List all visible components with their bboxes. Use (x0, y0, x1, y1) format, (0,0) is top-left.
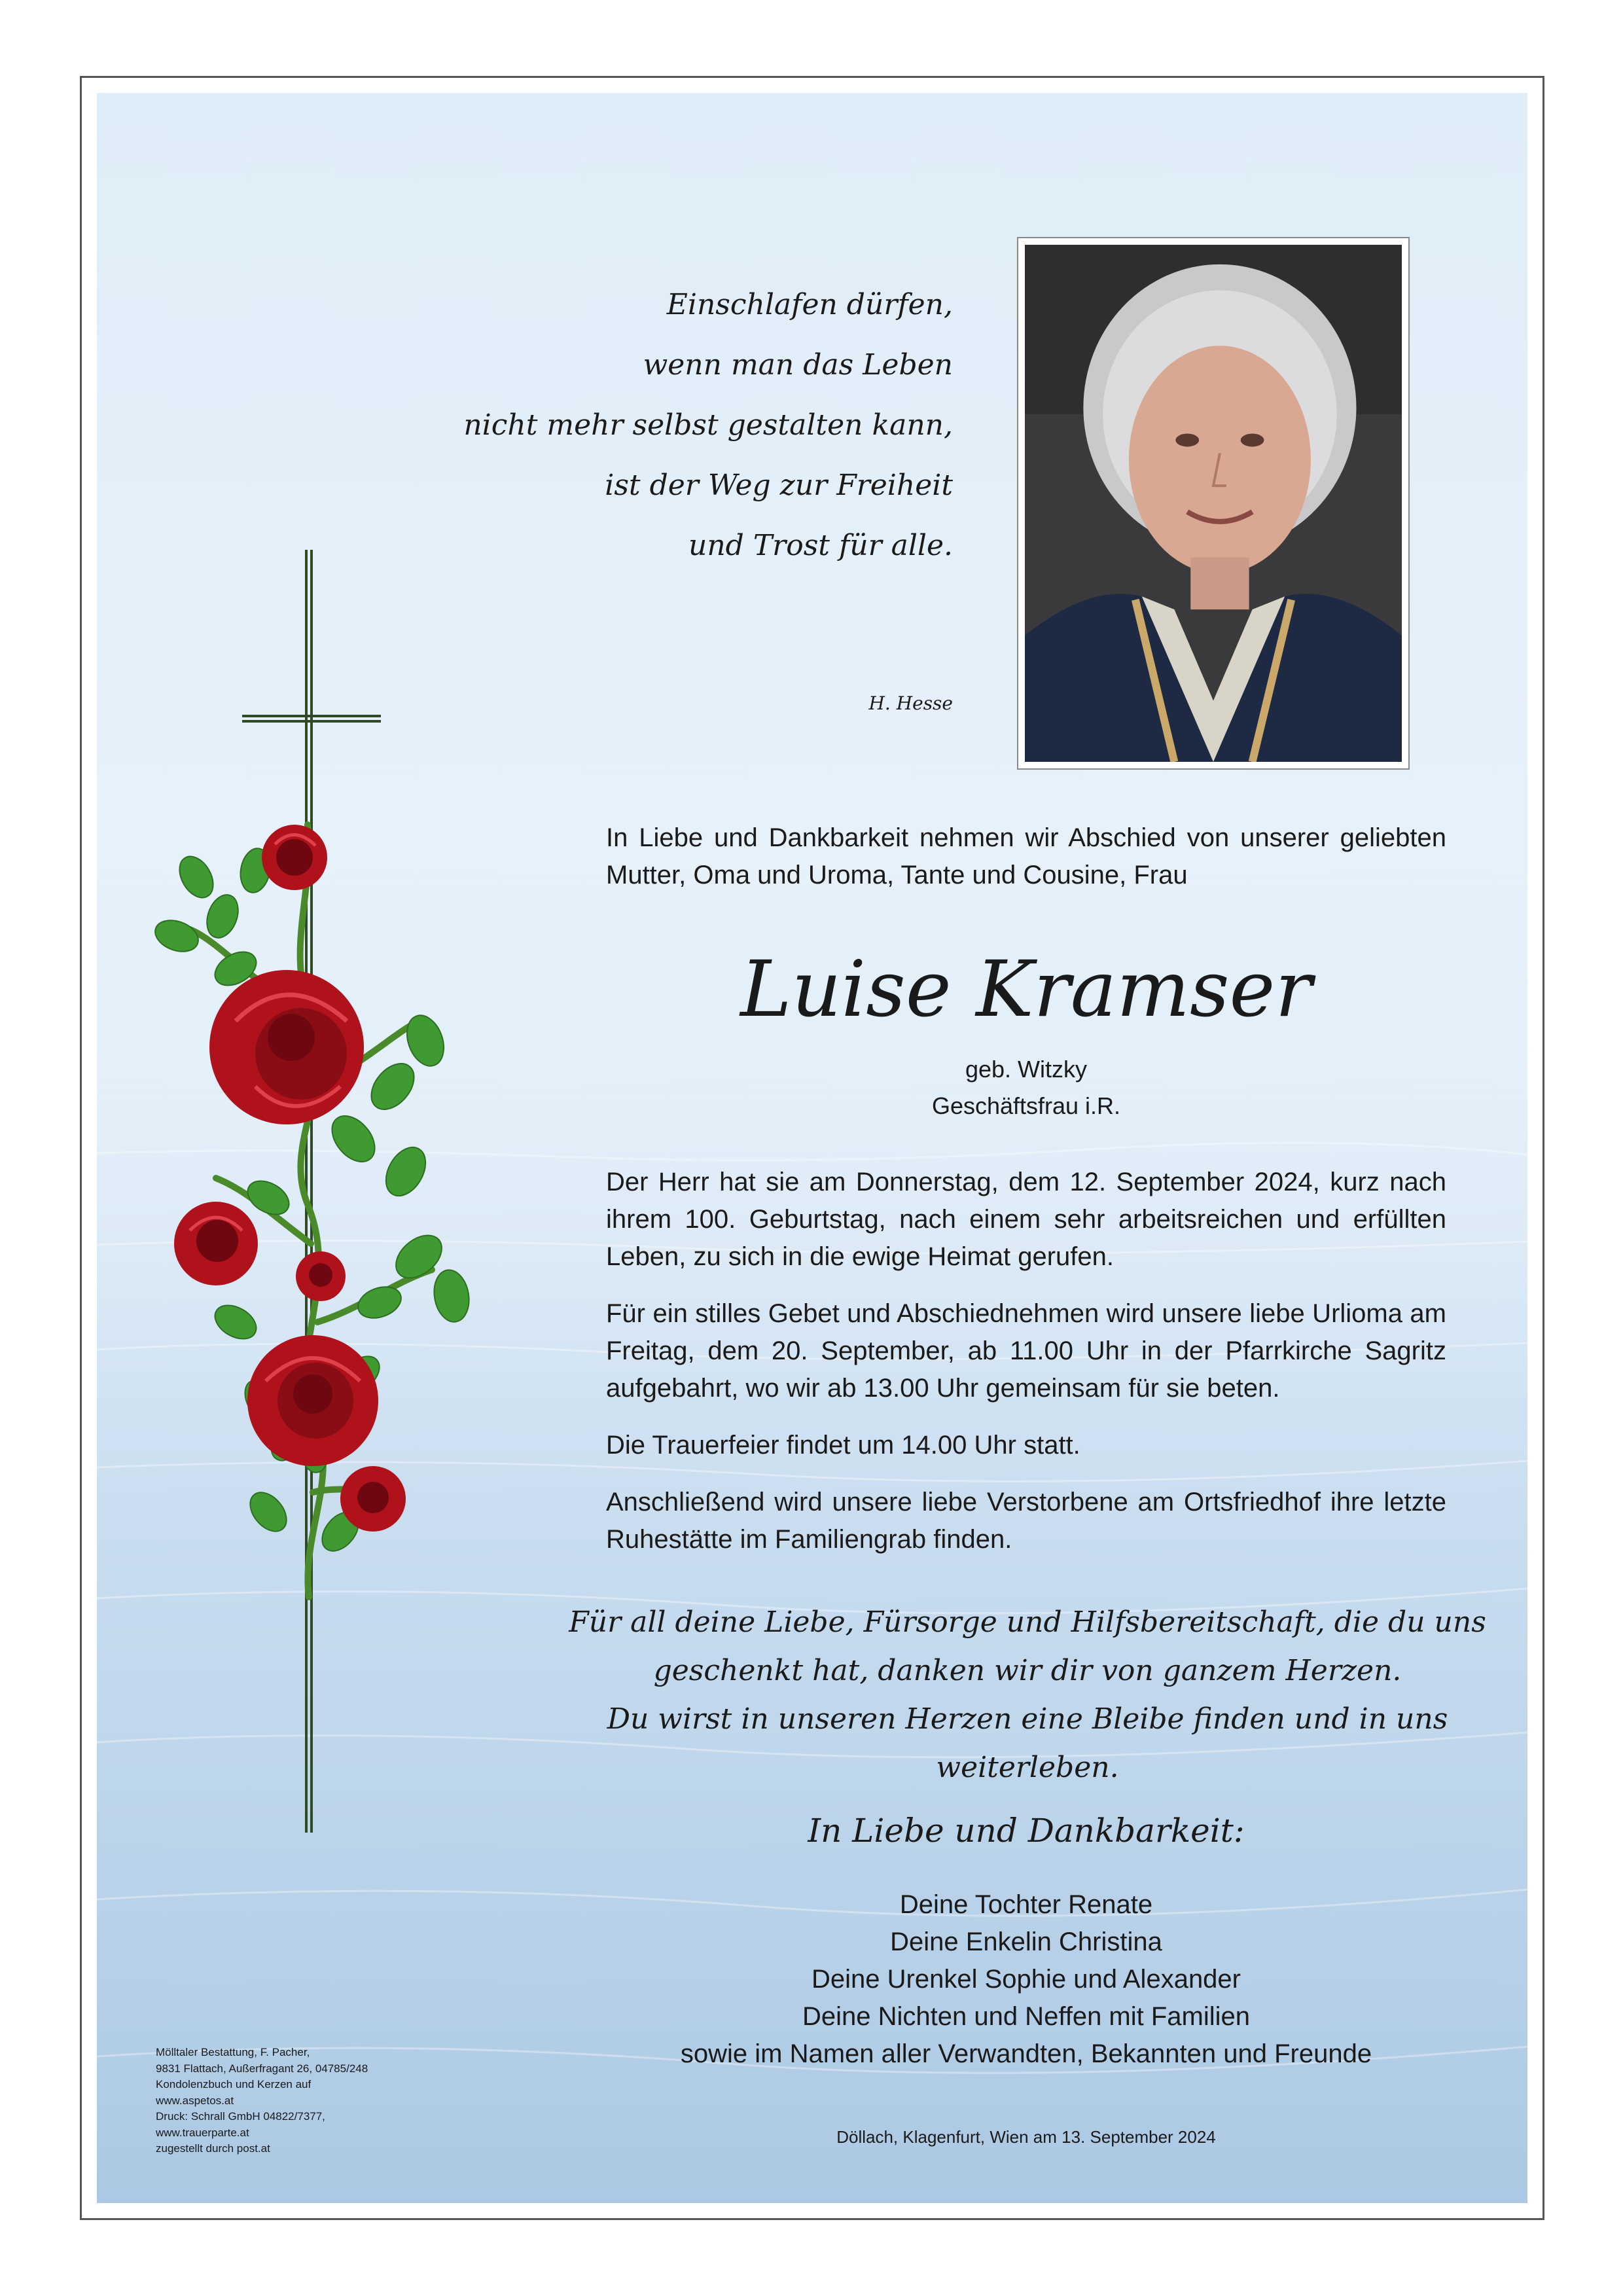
mourners-heading: In Liebe und Dankbarkeit: (808, 1812, 1245, 1850)
quote-author: H. Hesse (868, 692, 953, 714)
intro-text: In Liebe und Dankbarkeit nehmen wir Abschied von unserer geliebten Mutter, Oma und Uroma, Tante und Cousine, Frau (606, 823, 1446, 889)
paragraph: Die Trauerfeier findet um 14.00 Uhr statt. (606, 1431, 1080, 1460)
imprint-line: www.trauerparte.at (156, 2126, 249, 2139)
quote-line: ist der Weg zur Freiheit (605, 469, 953, 502)
mourner-line: Deine Tochter Renate (899, 1890, 1153, 1919)
mourners-list (606, 1886, 1446, 2073)
closing-text (556, 1598, 1499, 1792)
quote-block (406, 275, 953, 576)
imprint-line: Kondolenzbuch und Kerzen auf (156, 2078, 312, 2090)
imprint-line: zugestellt durch post.at (156, 2142, 270, 2155)
quote-line: nicht mehr selbst gestalten kann, (463, 408, 953, 442)
deceased-name: Luise Kramser (740, 944, 1312, 1034)
imprint-line: Druck: Schrall GmbH 04822/7377, (156, 2110, 325, 2123)
mourner-line: Deine Urenkel Sophie und Alexander (812, 1965, 1241, 1994)
quote-line: und Trost für alle. (688, 529, 953, 562)
mourner-line: Deine Nichten und Neffen mit Familien (802, 2002, 1251, 2031)
closing-line: geschenkt hat, danken wir dir von ganzem Herzen. (653, 1654, 1402, 1687)
portrait-photo (1025, 245, 1402, 762)
closing-line: Du wirst in unseren Herzen eine Bleibe finden und in uns weiterleben. (607, 1702, 1448, 1784)
cross-with-roses-illustration (144, 550, 510, 1846)
mourner-line: Deine Enkelin Christina (890, 1928, 1162, 1956)
announcement-body (606, 1164, 1446, 1578)
card-background (97, 93, 1527, 2203)
portrait-photo-frame (1017, 237, 1410, 770)
place-and-date: Döllach, Klagenfurt, Wien am 13. September 2024 (836, 2127, 1216, 2147)
imprint (156, 2045, 368, 2157)
paragraph: Anschließend wird unsere liebe Verstorbene am Ortsfriedhof ihre letzte Ruhestätte im Familiengrab finden. (606, 1488, 1446, 1554)
imprint-line: www.aspetos.at (156, 2094, 234, 2107)
quote-line: Einschlafen dürfen, (666, 288, 953, 321)
imprint-line: 9831 Flattach, Außerfragant 26, 04785/248 (156, 2062, 368, 2075)
rose-cross-icon (144, 550, 510, 1846)
closing-line: Für all deine Liebe, Fürsorge und Hilfsbereitschaft, die du uns (569, 1605, 1486, 1639)
paragraph: Der Herr hat sie am Donnerstag, dem 12. September 2024, kurz nach ihrem 100. Geburtstag, nach einem sehr arbeitsreichen und erfüllten Leben, zu sich in die ewige Heimat gerufen. (606, 1168, 1446, 1271)
occupation: Geschäftsfrau i.R. (931, 1092, 1121, 1119)
paragraph: Für ein stilles Gebet und Abschiednehmen wird unsere liebe Urlioma am Freitag, dem 20. September, ab 11.00 Uhr in der Pfarrkirche Sagritz aufgebahrt, wo wir ab 13.00 Uhr gemeinsam für sie beten. (606, 1299, 1446, 1403)
imprint-line: Mölltaler Bestattung, F. Pacher, (156, 2046, 310, 2058)
quote-line: wenn man das Leben (643, 348, 953, 382)
birth-name: geb. Witzky (965, 1056, 1088, 1083)
deceased-details (606, 1051, 1446, 1124)
mourner-line: sowie im Namen aller Verwandten, Bekannten und Freunde (680, 2039, 1372, 2068)
